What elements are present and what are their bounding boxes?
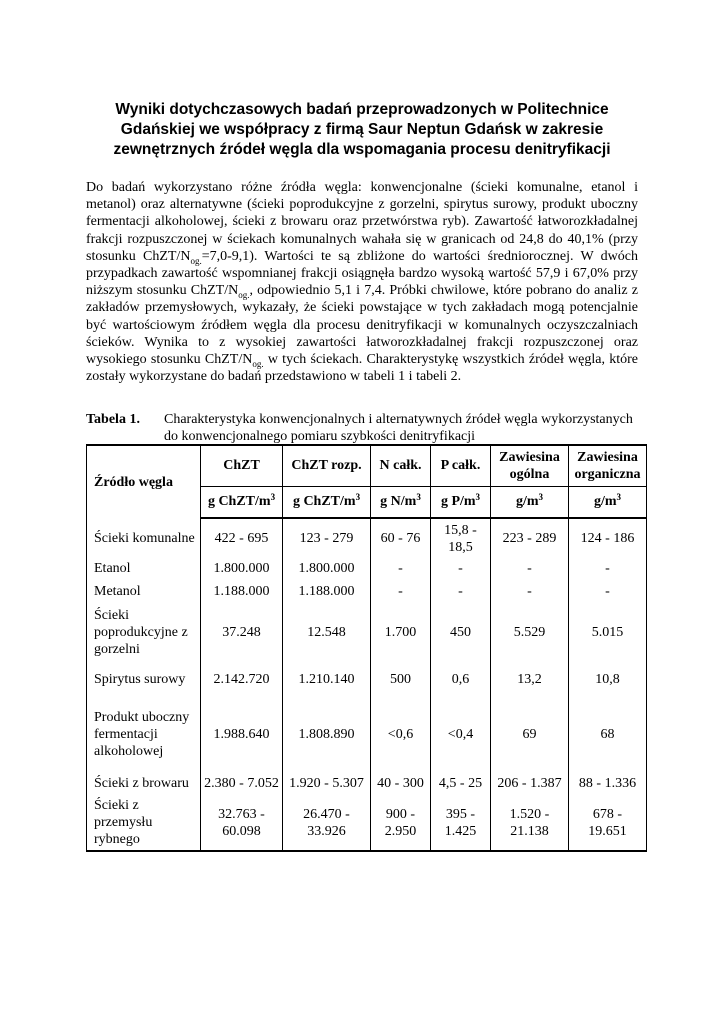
row-source: Produkt uboczny fermentacji alkoholowej bbox=[87, 697, 201, 771]
unit-n-calk: g $N/m^3$ bbox=[371, 486, 431, 518]
unit-chzt: g ChZT/$m^3$ bbox=[201, 486, 283, 518]
cell: <0,4 bbox=[431, 697, 491, 771]
row-source: Ścieki poprodukcyjne z gorzelni bbox=[87, 603, 201, 661]
cell: - bbox=[371, 558, 431, 579]
body-paragraph bbox=[86, 179, 638, 385]
cell: 1.188.000 bbox=[201, 579, 283, 603]
cell: 1.520 - 21.138 bbox=[491, 795, 569, 851]
row-source: Ścieki z browaru bbox=[87, 771, 201, 795]
unit-chzt-rozp: g ChZT/$m^3$ bbox=[283, 486, 371, 518]
cell: 60 - 76 bbox=[371, 518, 431, 558]
cell: - bbox=[491, 579, 569, 603]
table-row bbox=[87, 771, 647, 795]
cell: 32.763 - 60.098 bbox=[201, 795, 283, 851]
cell: - bbox=[491, 558, 569, 579]
cell: 450 bbox=[431, 603, 491, 661]
cell: 26.470 - 33.926 bbox=[283, 795, 371, 851]
cell: 2.380 - 7.052 bbox=[201, 771, 283, 795]
cell: 5.015 bbox=[569, 603, 647, 661]
subscript-og-2: og. bbox=[238, 290, 250, 301]
cell: 4,5 - 25 bbox=[431, 771, 491, 795]
cell: 900 - 2.950 bbox=[371, 795, 431, 851]
cell: 0,6 bbox=[431, 661, 491, 697]
cell: 37.248 bbox=[201, 603, 283, 661]
cell: 2.142.720 bbox=[201, 661, 283, 697]
row-source: Metanol bbox=[87, 579, 201, 603]
cell: - bbox=[431, 558, 491, 579]
cell: 500 bbox=[371, 661, 431, 697]
header-chzt: ChZT bbox=[201, 445, 283, 486]
header-source: Źródło węgla bbox=[87, 445, 201, 518]
cell: - bbox=[431, 579, 491, 603]
cell: 13,2 bbox=[491, 661, 569, 697]
cell: 123 - 279 bbox=[283, 518, 371, 558]
cell: 69 bbox=[491, 697, 569, 771]
header-n-calk: N całk. bbox=[371, 445, 431, 486]
header-chzt-rozp: ChZT rozp. bbox=[283, 445, 371, 486]
row-source: Spirytus surowy bbox=[87, 661, 201, 697]
cell: 15,8 - 18,5 bbox=[431, 518, 491, 558]
cell: 422 - 695 bbox=[201, 518, 283, 558]
row-source: Etanol bbox=[87, 558, 201, 579]
row-source: Ścieki z przemysłu rybnego bbox=[87, 795, 201, 851]
cell: 223 - 289 bbox=[491, 518, 569, 558]
paragraph-text-3: , odpowiednio 5,1 i 7,4. Próbki chwilowe, które pobrano do analiz z zakładów przemysłowych, wykazały, że ścieki powstające w tych zakładach mogą potencjalnie być wartościowym źródłem węgla dla procesu denitryfikacji w komunalnych oczyszczalniach ścieków. Wynika to z wysokiej zawartości łatworozkładalnej frakcji rozpuszczonej oraz wysokiego stosunku ChZT/N bbox=[86, 283, 638, 368]
cell: 124 - 186 bbox=[569, 518, 647, 558]
header-zawiesina-ogolna: Zawiesina ogólna bbox=[491, 445, 569, 486]
cell: 12.548 bbox=[283, 603, 371, 661]
table-row bbox=[87, 795, 647, 851]
table-row bbox=[87, 661, 647, 697]
row-source: Ścieki komunalne bbox=[87, 518, 201, 558]
paragraph-text-4: w tych ściekach. Charakterystykę wszystkich źródeł węgla, które zostały wykorzystane do badań przedstawiono w tabeli 1 i tabeli 2. bbox=[86, 352, 638, 385]
cell: 206 - 1.387 bbox=[491, 771, 569, 795]
paragraph-text-1: Do badań wykorzystano różne źródła węgla: konwencjonalne (ścieki komunalne, etanol i metanol) oraz alternatywne (ścieki poprodukcyjne z gorzelni, spirytus surowy, produkt uboczny fermentacji alkoholowej, ścieki z browaru oraz przetwórstwa ryb). Zawartość łatworozkładalnej frakcji rozpuszczonej w ściekach komunalnych wahała się w granicach od 24,8 do 40,1% (przy stosunku ChZT/N bbox=[86, 180, 638, 264]
table-row bbox=[87, 697, 647, 771]
cell: 1.700 bbox=[371, 603, 431, 661]
cell: - bbox=[569, 579, 647, 603]
document-title: Wyniki dotychczasowych badań przeprowadzonych w Politechnice Gdańskiej we współpracy z firmą Saur Neptun Gdańsk w zakresie zewnętrznych źródeł węgla dla wspomagania procesu denitryfikacji bbox=[113, 101, 611, 158]
cell: 1.808.890 bbox=[283, 697, 371, 771]
subscript-og-3: og. bbox=[252, 358, 264, 369]
unit-zawiesina-ogolna: $g/m^3$ bbox=[491, 486, 569, 518]
cell: 88 - 1.336 bbox=[569, 771, 647, 795]
header-zawiesina-organiczna: Zawiesina organiczna bbox=[569, 445, 647, 486]
subscript-og-1: og. bbox=[190, 255, 202, 266]
table-row bbox=[87, 558, 647, 579]
table-row bbox=[87, 603, 647, 661]
cell: 678 - 19.651 bbox=[569, 795, 647, 851]
unit-zawiesina-organiczna: $g/m^3$ bbox=[569, 486, 647, 518]
carbon-sources-table bbox=[86, 444, 647, 852]
cell: 1.920 - 5.307 bbox=[283, 771, 371, 795]
cell: 1.800.000 bbox=[283, 558, 371, 579]
cell: 5.529 bbox=[491, 603, 569, 661]
cell: - bbox=[371, 579, 431, 603]
cell: 1.188.000 bbox=[283, 579, 371, 603]
table-caption-text: Charakterystyka konwencjonalnych i alternatywnych źródeł węgla wykorzystanych do konwencjonalnego pomiaru szybkości denitryfikacji bbox=[164, 412, 633, 444]
cell: 1.988.640 bbox=[201, 697, 283, 771]
paragraph-text-2: =7,0-9,1). Wartości te są zbliżone do wartości średniorocznej. W dwóch przypadkach zawartość wspomnianej frakcji osiągnęła bardzo wysoką wartość 57,9 i 67,0% przy niższym stosunku ChZT/N bbox=[86, 248, 638, 299]
cell: 1.210.140 bbox=[283, 661, 371, 697]
table-row bbox=[87, 518, 647, 558]
cell: - bbox=[569, 558, 647, 579]
cell: 1.800.000 bbox=[201, 558, 283, 579]
cell: 40 - 300 bbox=[371, 771, 431, 795]
unit-p-calk: g $P/m^3$ bbox=[431, 486, 491, 518]
cell: <0,6 bbox=[371, 697, 431, 771]
header-p-calk: P całk. bbox=[431, 445, 491, 486]
table-row bbox=[87, 579, 647, 603]
cell: 68 bbox=[569, 697, 647, 771]
cell: 395 - 1.425 bbox=[431, 795, 491, 851]
table-label: Tabela 1. bbox=[86, 412, 140, 427]
cell: 10,8 bbox=[569, 661, 647, 697]
